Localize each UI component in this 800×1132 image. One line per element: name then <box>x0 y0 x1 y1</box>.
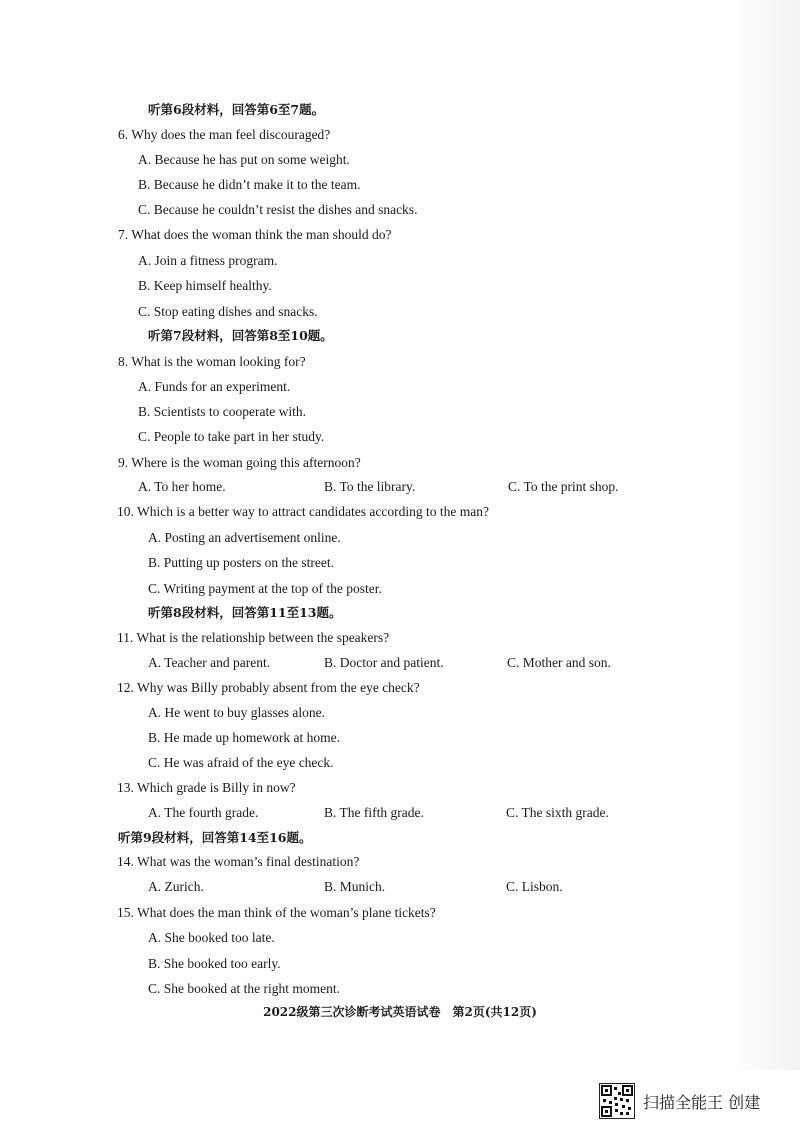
answer-option: A. Join a fitness program. <box>138 253 278 268</box>
answer-option: C. The sixth grade. <box>506 805 609 820</box>
question-stem: 6. Why does the man feel discouraged? <box>118 127 331 142</box>
section-heading: 听第9段材料，回答第14至16题。 <box>118 830 312 845</box>
answer-option: A. Teacher and parent. <box>148 655 271 670</box>
answer-option: B. Scientists to cooperate with. <box>138 404 306 419</box>
answer-option: C. She booked at the right moment. <box>148 981 340 996</box>
scanner-watermark <box>599 1083 760 1119</box>
section-heading: 听第6段材料，回答第6至7题。 <box>148 102 325 117</box>
question-stem: 14. What was the woman’s final destination? <box>117 854 360 869</box>
answer-option: A. Because he has put on some weight. <box>138 152 350 167</box>
qr-code-icon <box>599 1083 635 1119</box>
question-stem: 15. What does the man think of the woman’s plane tickets? <box>117 905 436 920</box>
answer-option: A. Zurich. <box>148 879 204 894</box>
answer-option: B. She booked too early. <box>148 956 281 971</box>
page-footer: 2022级第三次诊断考试英语试卷 第2页(共12页) <box>263 1005 537 1019</box>
answer-option: A. The fourth grade. <box>148 805 259 820</box>
answer-option: C. He was afraid of the eye check. <box>148 755 334 770</box>
section-heading: 听第7段材料，回答第8至10题。 <box>148 328 333 343</box>
section-heading: 听第8段材料，回答第11至13题。 <box>148 605 342 620</box>
answer-option: B. The fifth grade. <box>324 805 424 820</box>
question-stem: 7. What does the woman think the man should do? <box>118 227 392 242</box>
answer-option: C. Stop eating dishes and snacks. <box>138 304 318 319</box>
question-stem: 10. Which is a better way to attract candidates according to the man? <box>117 504 489 519</box>
answer-option: B. Because he didn’t make it to the team. <box>138 177 361 192</box>
answer-option: B. To the library. <box>324 479 416 494</box>
answer-option: A. He went to buy glasses alone. <box>148 705 325 720</box>
answer-option: C. To the print shop. <box>508 479 619 494</box>
answer-option: C. People to take part in her study. <box>138 429 325 444</box>
answer-option: B. He made up homework at home. <box>148 730 340 745</box>
question-stem: 12. Why was Billy probably absent from the eye check? <box>117 680 420 695</box>
question-stem: 11. What is the relationship between the speakers? <box>117 630 390 645</box>
answer-option: C. Mother and son. <box>507 655 611 670</box>
answer-option: B. Doctor and patient. <box>324 655 444 670</box>
answer-option: B. Keep himself healthy. <box>138 278 272 293</box>
answer-option: B. Putting up posters on the street. <box>148 555 334 570</box>
answer-option: A. To her home. <box>138 479 226 494</box>
answer-option: B. Munich. <box>324 879 386 894</box>
answer-option: C. Lisbon. <box>506 879 563 894</box>
question-stem: 8. What is the woman looking for? <box>118 354 306 369</box>
answer-option: C. Because he couldn’t resist the dishes and snacks. <box>138 202 418 217</box>
answer-option: C. Writing payment at the top of the poster. <box>148 581 382 596</box>
watermark-text: 扫描全能王 创建 <box>643 1092 761 1112</box>
page-edge-shadow <box>730 0 800 1070</box>
question-stem: 9. Where is the woman going this afternoon? <box>118 455 361 470</box>
answer-option: A. She booked too late. <box>148 930 275 945</box>
answer-option: A. Posting an advertisement online. <box>148 530 341 545</box>
answer-option: A. Funds for an experiment. <box>138 379 291 394</box>
question-stem: 13. Which grade is Billy in now? <box>117 780 296 795</box>
